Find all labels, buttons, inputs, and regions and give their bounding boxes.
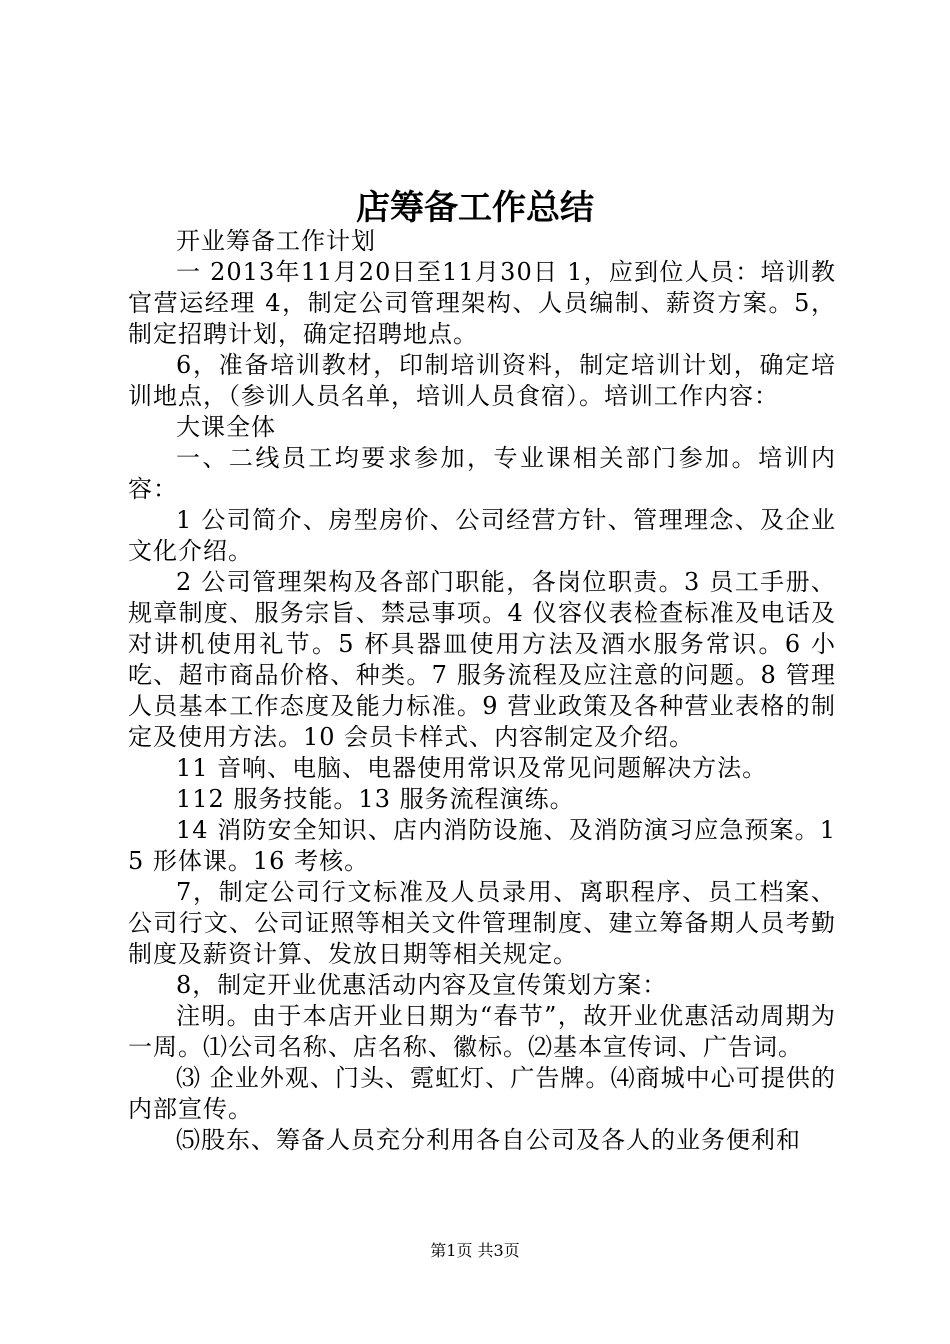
paragraph: 6，准备培训教材，印制培训资料，制定培训计划，确定培训地点，（参训人员名单，培训人员食宿）。培训工作内容： [128, 351, 836, 410]
page-footer: 第1页 共3页 [430, 1241, 520, 1260]
paragraph: 14 消防安全知识、店内消防设施、及消防演习应急预案。15 形体课。16 考核。 [128, 816, 836, 875]
paragraph: 11 音响、电脑、电器使用常识及常见问题解决方法。 [176, 754, 768, 782]
paragraph: 大课全体 [176, 413, 276, 441]
paragraph: 1 公司简介、房型房价、公司经营方针、管理理念、及企业文化介绍。 [128, 506, 836, 565]
paragraph: 8，制定开业优惠活动内容及宣传策划方案： [176, 971, 668, 999]
document-body [128, 226, 836, 1156]
paragraph: 2 公司管理架构及各部门职能，各岗位职责。3 员工手册、规章制度、服务宗旨、禁忌事项。4 仪容仪表检查标准及电话及对讲机使用礼节。5 杯具器皿使用方法及酒水服务常识。6 小吃、超市商品价格、种类。7 服务流程及应注意的问题。8 管理人员基本工作态度及能力标准。9 营业政策及各种营业表格的制定及使用方法。10 会员卡样式、内容制定及介绍。 [128, 568, 836, 751]
paragraph: 7，制定公司行文标准及人员录用、离职程序、员工档案、公司行文、公司证照等相关文件管理制度、建立筹备期人员考勤制度及薪资计算、发放日期等相关规定。 [128, 878, 836, 968]
paragraph: ⑸股东、筹备人员充分利用各自公司及各人的业务便利和 [176, 1126, 801, 1154]
paragraph: 注明。由于本店开业日期为“春节”，故开业优惠活动周期为一周。⑴公司名称、店名称、徽标。⑵基本宣传词、广告词。 [128, 1002, 836, 1061]
paragraph: 开业筹备工作计划 [176, 227, 376, 255]
paragraph: ⑶ 企业外观、门头、霓虹灯、广告牌。⑷商城中心可提供的内部宣传。 [128, 1064, 836, 1123]
document-title: 店筹备工作总结 [356, 188, 594, 228]
paragraph: 一 2013年11月20日至11月30日 1，应到位人员：培训教官营运经理 4，制定公司管理架构、人员编制、薪资方案。5，制定招聘计划，确定招聘地点。 [128, 258, 836, 348]
paragraph: 112 服务技能。13 服务流程演练。 [176, 785, 575, 813]
paragraph: 一、二线员工均要求参加，专业课相关部门参加。培训内容： [128, 444, 836, 503]
